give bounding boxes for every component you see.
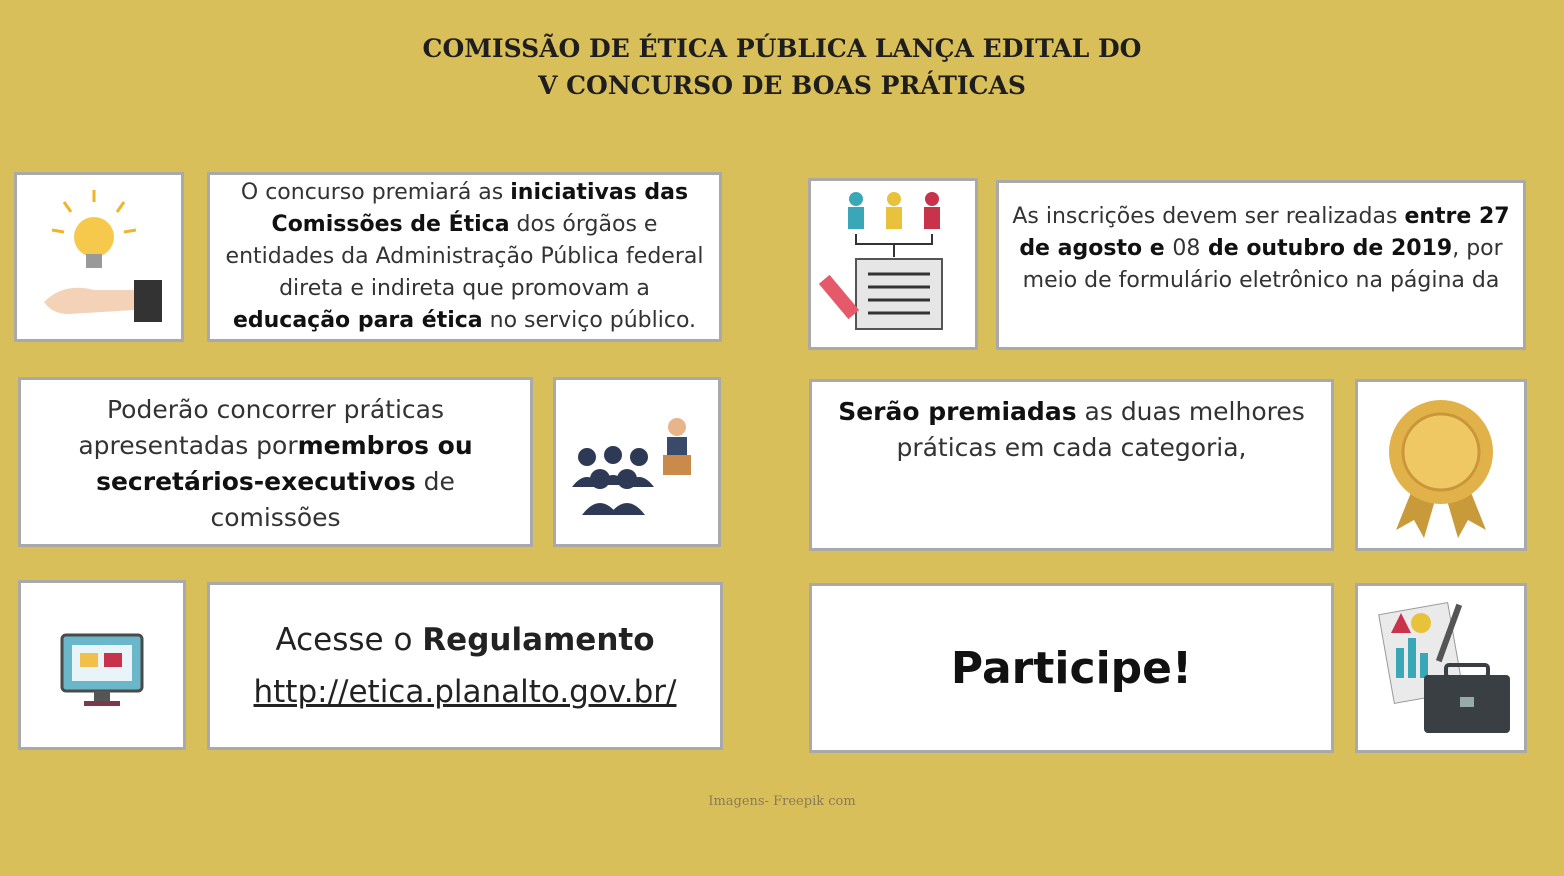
box1-text-1: O concurso premiará as (240, 180, 511, 205)
box1-text-2: dos órgãos e entidades da Administração Pública federal direta e indireta que promovam a (225, 212, 704, 301)
box1-bold-1: iniciativas das Comissões de Ética (271, 180, 689, 237)
regulation-bold: Regulamento (422, 622, 655, 658)
title-line-1: COMISSÃO DE ÉTICA PÚBLICA LANÇA EDITAL DO (422, 34, 1142, 63)
page-title (0, 30, 1564, 104)
audience-speaker-icon (567, 407, 707, 517)
audience-card (553, 377, 721, 547)
box2-text-2: , por meio de formulário eletrônico na página da (1022, 236, 1503, 293)
registration-card (996, 180, 1526, 350)
award-ribbon-icon (1366, 390, 1516, 540)
computer-card (18, 580, 186, 750)
box3-text-1: Poderão concorrer práticas apresentadas por (78, 395, 444, 460)
image-credit: Imagens- Freepik com (708, 794, 856, 809)
box2-bold-1: entre 27 de agosto e (1019, 204, 1510, 261)
box1-bold-2: educação para ética (232, 308, 483, 333)
box3-text-2: de comissões (210, 467, 455, 532)
briefcase-chart-icon (1366, 593, 1516, 743)
regulation-text: Acesse o (275, 622, 423, 658)
box4-bold-1: Serão premiadas (838, 397, 1077, 426)
competitors-card (18, 377, 533, 547)
participate-card (809, 583, 1334, 753)
box2-bold-2: de outubro de 2019 (1200, 236, 1453, 261)
title-line-2: V CONCURSO DE BOAS PRÁTICAS (538, 71, 1026, 100)
box1-text-3: no serviço público. (482, 308, 697, 333)
computer-monitor-icon (52, 615, 152, 715)
regulation-link[interactable]: http://etica.planalto.gov.br/ (253, 674, 677, 710)
people-form-icon (818, 189, 968, 339)
lightbulb-hand-icon (24, 182, 174, 332)
awards-card (809, 379, 1334, 551)
people-form-card (808, 178, 978, 350)
regulation-card (207, 582, 723, 750)
participate-label: Participe! (950, 642, 1193, 694)
box2-text-1: As inscrições devem ser realizadas (1012, 204, 1405, 229)
box3-bold-1: membros ou secretários-executivos (96, 431, 473, 496)
briefcase-card (1355, 583, 1527, 753)
lightbulb-hand-card (14, 172, 184, 342)
initiatives-card (207, 172, 722, 342)
box4-text-1: as duas melhores práticas em cada categoria, (896, 397, 1305, 462)
box2-number: 08 (1172, 236, 1201, 261)
award-card (1355, 379, 1527, 551)
